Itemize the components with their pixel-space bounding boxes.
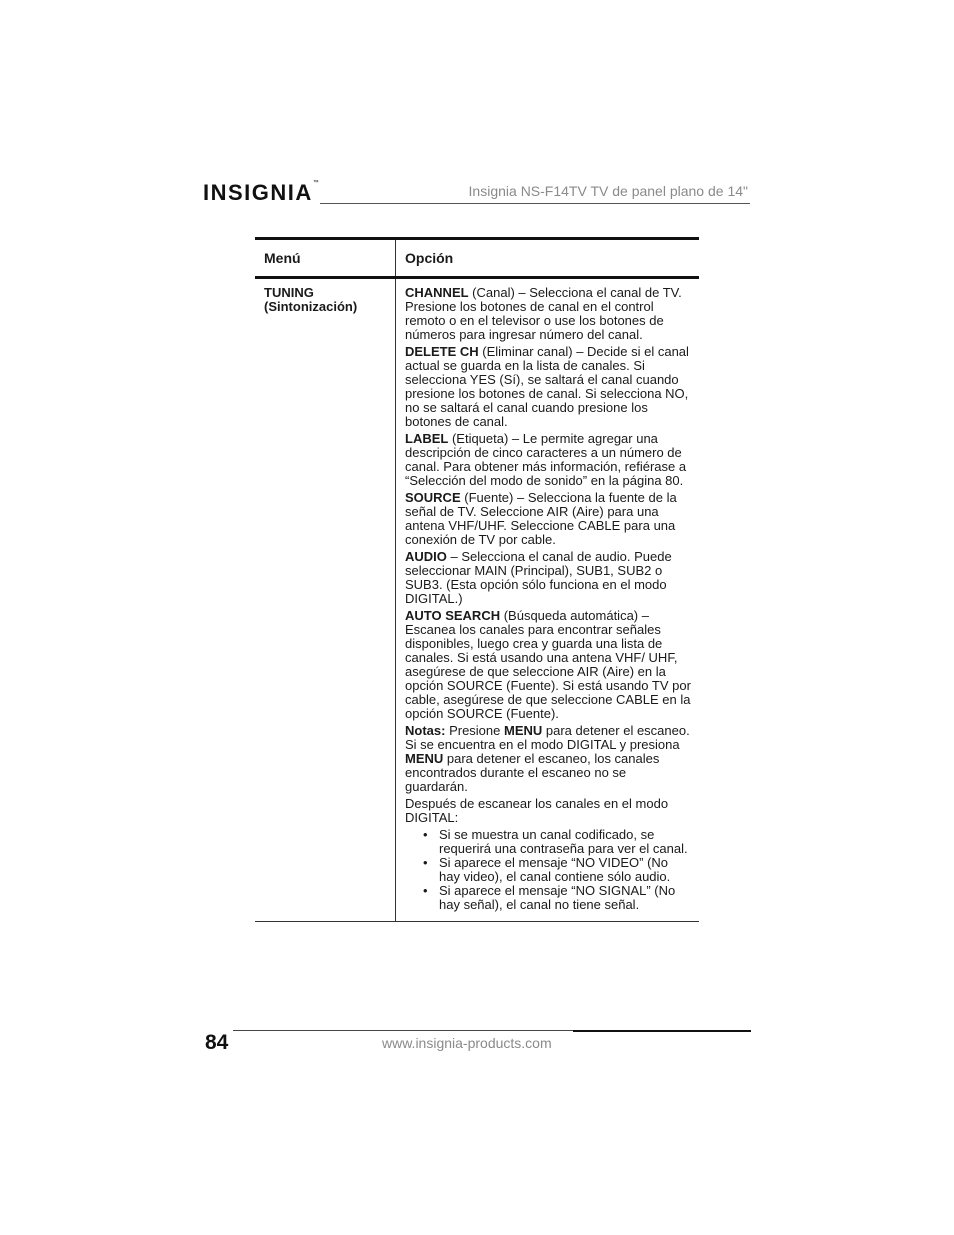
menu-name-translation: (Sintonización)	[264, 299, 358, 314]
footer-divider-accent	[573, 1030, 751, 1032]
option-source: SOURCE (Fuente) – Selecciona la fuente de la señal de TV. Seleccione AIR (Aire) para una antena VHF/UHF. Seleccione CABLE para una conexión de TV por cable.	[405, 490, 677, 547]
document-title: Insignia NS-F14TV TV de panel plano de 14"	[468, 183, 748, 199]
scan-notes: Notas: Presione MENU para detener el escaneo. Si se encuentra en el modo DIGITAL y presiona MENU para detener el escaneo, los canales encontrados durante el escaneo no se guardarán.	[405, 723, 690, 794]
table-row	[255, 279, 699, 921]
option-delete-ch: DELETE CH (Eliminar canal) – Decide si el canal actual se guarda en la lista de canales. Si selecciona YES (Sí), se saltará el canal cuando presione los botones de canal. Si selecciona NO, no se saltará el canal cuando presione los botones de canal.	[405, 344, 689, 429]
scan-result-list	[405, 828, 691, 912]
list-item: • Si aparece el mensaje “NO SIGNAL” (No hay señal), el canal no tiene señal.	[439, 884, 691, 912]
page-number: 84	[205, 1031, 229, 1054]
after-scan-text: Después de escanear los canales en el modo DIGITAL:	[405, 796, 669, 825]
header-divider	[320, 203, 750, 204]
column-header-menu: Menú	[264, 250, 301, 266]
insignia-logo: INSIGNIA™	[203, 180, 321, 205]
menu-cell	[255, 279, 395, 921]
list-item: • Si aparece el mensaje “NO VIDEO” (No hay video), el canal contiene sólo audio.	[439, 856, 691, 884]
menu-options-table	[255, 237, 699, 922]
list-item: • Si se muestra un canal codificado, se requerirá una contraseña para ver el canal.	[439, 828, 691, 856]
option-label: LABEL (Etiqueta) – Le permite agregar una descripción de cinco caracteres a un número de canal. Para obtener más información, refiérase a “Selección del modo de sonido” en la página 80.	[405, 431, 687, 488]
column-header-option: Opción	[395, 240, 699, 276]
footer-url: www.insignia-products.com	[382, 1035, 552, 1051]
menu-name: TUNING	[264, 285, 314, 300]
option-audio: AUDIO – Selecciona el canal de audio. Puede seleccionar MAIN (Principal), SUB1, SUB2 o SUB3. (Esta opción sólo funciona en el modo DIGITAL.)	[405, 549, 672, 606]
table-header-row	[255, 240, 699, 279]
option-channel: CHANNEL (Canal) – Selecciona el canal de TV. Presione los botones de canal en el control remoto o en el televisor o use los botones de números para ingresar número del canal.	[405, 285, 682, 342]
option-auto-search: AUTO SEARCH (Búsqueda automática) – Escanea los canales para encontrar señales disponibles, luego crea y guarda una lista de canales. Si está usando una antena VHF/ UHF, asegúrese de que seleccione AIR (Aire) en la opción SOURCE (Fuente). Si está usando TV por cable, asegúrese de que seleccione CABLE en la opción SOURCE (Fuente).	[405, 608, 691, 721]
option-cell	[395, 279, 699, 921]
